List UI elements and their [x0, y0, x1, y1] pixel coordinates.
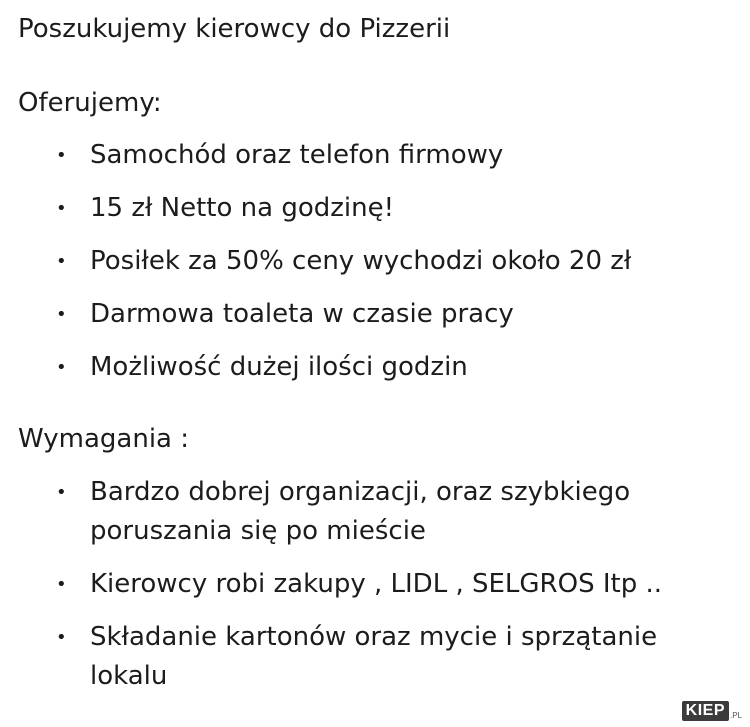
list-item — [0, 136, 750, 175]
bullet-icon: • — [56, 251, 67, 272]
watermark-logo — [682, 701, 742, 721]
requirement-item-text: Składanie kartonów oraz mycie i sprzątanie lokalu — [90, 622, 658, 691]
offer-heading: Oferujemy: — [18, 88, 162, 118]
offer-item-text: 15 zł Netto na godzinę! — [90, 193, 395, 223]
watermark-suffix: .PL — [729, 711, 742, 720]
requirements-heading: Wymagania : — [18, 424, 189, 454]
offer-item-text: Możliwość dużej ilości godzin — [90, 352, 468, 382]
list-item — [0, 189, 750, 228]
bullet-icon: • — [56, 482, 67, 503]
list-item — [0, 348, 750, 387]
bullet-icon: • — [56, 357, 67, 378]
list-item — [0, 295, 750, 334]
list-item — [0, 565, 750, 604]
list-item — [0, 242, 750, 281]
bullet-icon: • — [56, 304, 67, 325]
bullet-icon: • — [56, 145, 67, 166]
offer-item-text: Darmowa toaleta w czasie pracy — [90, 299, 514, 329]
offer-item-text: Posiłek za 50% ceny wychodzi około 20 zł — [90, 246, 632, 276]
offer-item-text: Samochód oraz telefon firmowy — [90, 140, 504, 170]
requirements-list — [0, 473, 750, 710]
list-item — [0, 618, 750, 696]
bullet-icon: • — [56, 198, 67, 219]
bullet-icon: • — [56, 627, 67, 648]
offer-list — [0, 136, 750, 401]
bullet-icon: • — [56, 574, 67, 595]
post-title: Poszukujemy kierowcy do Pizzerii — [18, 14, 451, 44]
requirement-item-text: Bardzo dobrej organizacji, oraz szybkiego poruszania się po mieście — [90, 477, 631, 546]
list-item — [0, 473, 750, 551]
watermark-main: KIEP — [682, 701, 729, 721]
requirement-item-text: Kierowcy robi zakupy , LIDL , SELGROS Itp .. — [90, 569, 662, 599]
